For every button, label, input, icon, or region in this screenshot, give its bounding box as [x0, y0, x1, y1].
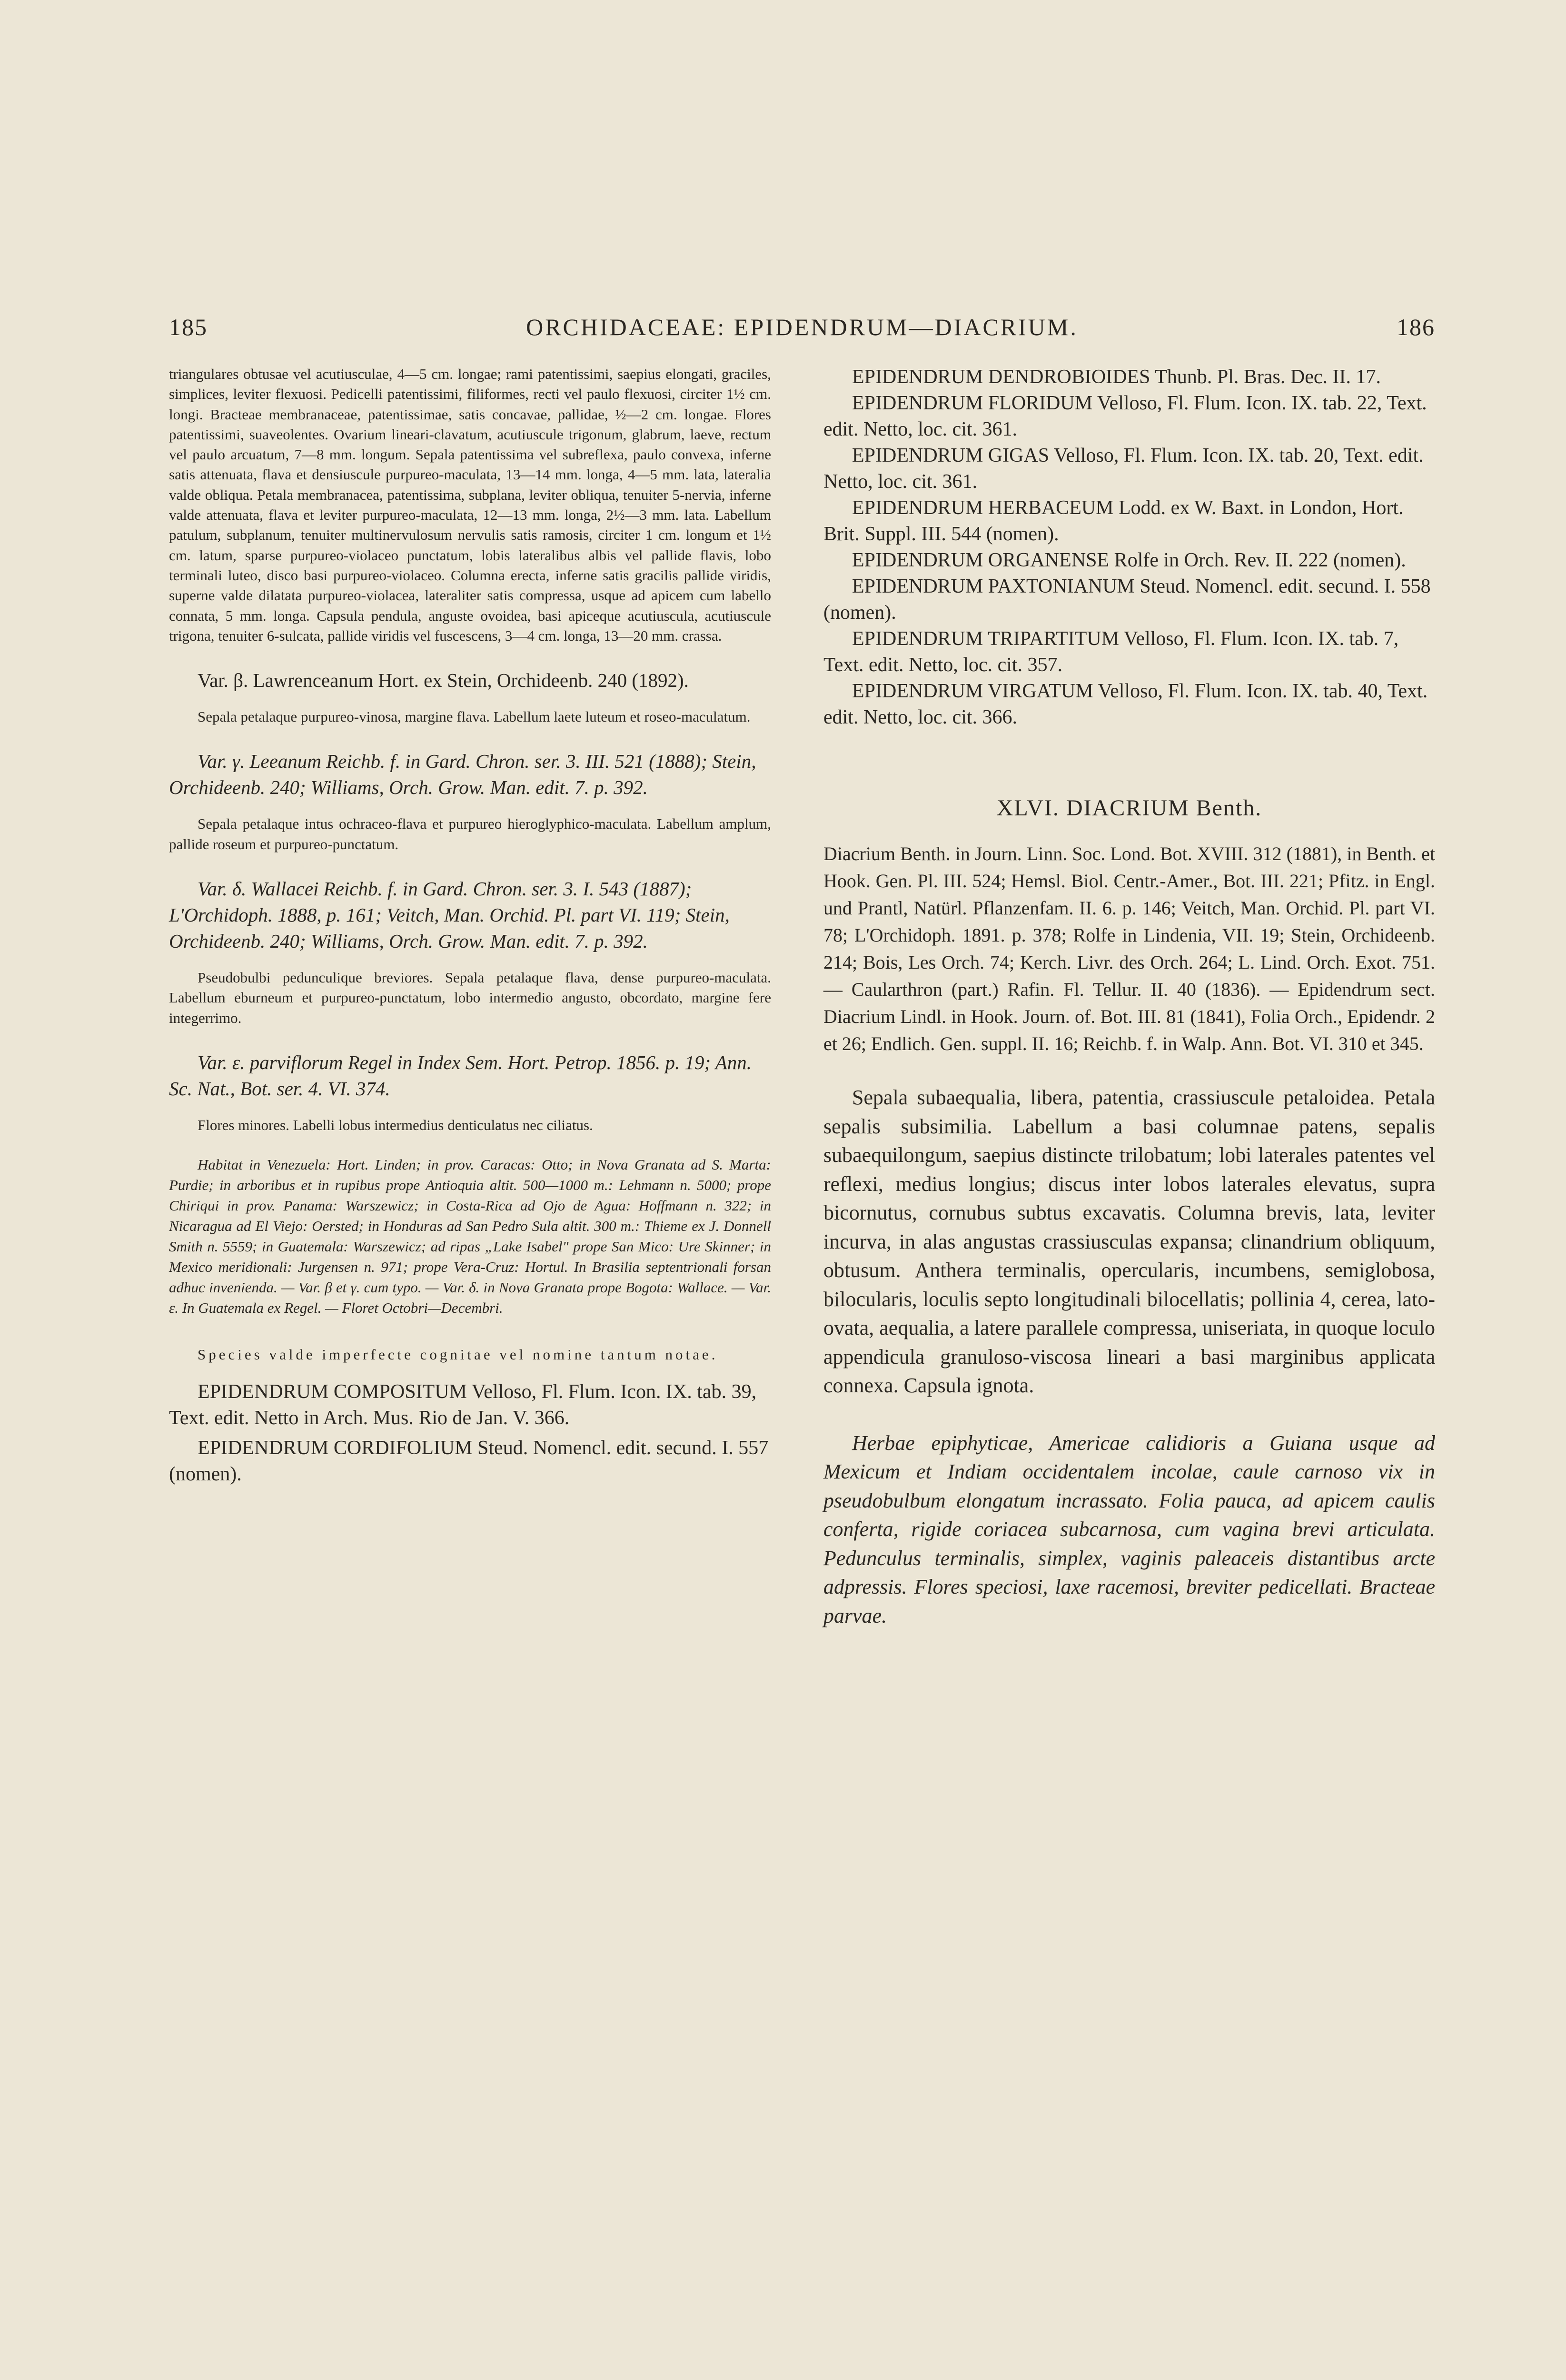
species-entry: EPIDENDRUM DENDROBIOIDES Thunb. Pl. Bras. Dec. II. 17.	[852, 366, 1381, 388]
species-entry: EPIDENDRUM ORGANENSE Rolfe in Orch. Rev. II. 222 (nomen).	[852, 549, 1406, 571]
variety-beta: Var. β. Lawrenceanum Hort. ex Stein, Orchideenb. 240 (1892).	[198, 669, 689, 692]
page-number-right: 186	[1397, 314, 1435, 340]
description-continuation: triangulares obtusae vel acutiusculae, 4—5 cm. longae; rami patentissimi, saepius elongati, graciles, simplices, leviter flexuosi. Pedicelli patentissimi, filiformes, recti vel paulo flexuosi, circiter 1½ cm. longi. Bracteae membranaceae, patentissimae, satis concavae, pallidae, ½—2 cm. longae. Flores patentissimi, suaveolentes. Ovarium lineari-clavatum, acutiuscule trigonum, glabrum, laeve, rectum vel paulo arcuatum, 7—8 mm. longum. Sepala patentissima vel subreflexa, paulo convexa, inferne satis attenuata, flava et densiuscule purpureo-maculata, 13—14 mm. longa, 4—5 mm. lata, lateralia valde obliqua. Petala membranacea, patentissima, subplana, leviter obliqua, tenuiter 5-nervia, inferne valde attenuata, flava et leviter purpureo-maculata, 12—13 mm. longa, 2½—3 mm. lata. Labellum patulum, subplanum, tenuiter multinervulosum nervulis satis ramosis, circiter 1 cm. longum et 1½ cm. latum, sparse purpureo-violaceo punctatum, lobis lateralibus albis vel pallide flavis, lobo terminali luteo, disco basi purpureo-violaceo. Columna erecta, inferne satis gracilis pallide viridis, superne valde dilatata purpureo-violacea, lateraliter satis compressa, usque ad apicem cum labello connata, 5 mm. longa. Capsula pendula, anguste ovoidea, basi apiceque acutiuscula, acutiuscule trigona, tenuiter 6-sulcata, pallide viridis vel fuscescens, 3—4 cm. longa, 13—20 mm. crassa.	[169, 366, 771, 644]
species-entry: EPIDENDRUM COMPOSITUM Velloso, Fl. Flum. Icon. IX. tab. 39, Text. edit. Netto in Arch. Mus. Rio de Jan. V. 366.	[169, 1381, 757, 1429]
species-entry: EPIDENDRUM PAXTONIANUM Steud. Nomencl. edit. secund. I. 558 (nomen).	[823, 575, 1431, 624]
variety-beta-description: Sepala petalaque purpureo-vinosa, margine flava. Labellum laete luteum et roseo-maculatum.	[198, 708, 751, 725]
variety-epsilon: Var. ε. parviflorum Regel in Index Sem. Hort. Petrop. 1856. p. 19; Ann. Sc. Nat., Bot. ser. 4. VI. 374.	[169, 1051, 752, 1100]
variety-gamma: Var. γ. Leeanum Reichb. f. in Gard. Chron. ser. 3. III. 521 (1888); Stein, Orchideenb. 240; Williams, Orch. Grow. Man. edit. 7. p. 392.	[169, 750, 756, 799]
species-entry: EPIDENDRUM GIGAS Velloso, Fl. Flum. Icon. IX. tab. 20, Text. edit. Netto, loc. cit. 361.	[823, 445, 1424, 493]
genus-references: Diacrium Benth. in Journ. Linn. Soc. Lond. Bot. XVIII. 312 (1881), in Benth. et Hook. Gen. Pl. III. 524; Hemsl. Biol. Centr.-Amer., Bot. III. 221; Pfitz. in Engl. und Prantl, Natürl. Pflanzenfam. II. 6. p. 146; Veitch, Man. Orchid. Pl. part VI. 78; L'Orchidoph. 1891. p. 378; Rolfe in Lindenia, VII. 19; Stein, Orchideenb. 214; Bois, Les Orch. 74; Kerch. Livr. des Orch. 264; L. Lind. Orch. Exot. 751. — Caularthron (part.) Rafin. Fl. Tellur. II. 40 (1836). — Epidendrum sect. Diacrium Lindl. in Hook. Journ. of. Bot. III. 81 (1841), Folia Orch., Epidendr. 2 et 26; Endlich. Gen. suppl. II. 16; Reichb. f. in Walp. Ann. Bot. VI. 310 et 345.	[823, 843, 1435, 1054]
page-number-left: 185	[169, 314, 208, 340]
right-column	[823, 364, 1435, 1630]
variety-delta-description: Pseudobulbi pedunculique breviores. Sepala petalaque flava, dense purpureo-maculata. Labellum eburneum et purpureo-punctatum, lobo intermedio angusto, obcordato, margine fere integerrimo.	[169, 969, 771, 1026]
habitat-paragraph: Habitat in Venezuela: Hort. Linden; in prov. Caracas: Otto; in Nova Granata ad S. Marta: Purdie; in arboribus et in rupibus prope Antioquia altit. 500—1000 m.: Lehmann n. 5000; prope Chiriqui in prov. Panama: Warszewicz; in Costa-Rica ad Ojo de Agua: Hoffmann n. 322; in Nicaragua ad El Viejo: Oersted; in Honduras ad San Pedro Sula altit. 300 m.: Thieme ex J. Donnell Smith n. 5559; in Guatemala: Warszewicz; ad ripas „Lake Isabel" prope San Mico: Ure Skinner; in Mexico meridionali: Jurgensen n. 971; prope Vera-Cruz: Hortul. In Brasilia septentrionali forsan adhuc invenienda. — Var. β et γ. cum typo. — Var. δ. in Nova Granata prope Bogota: Wallace. — Var. ε. In Guatemala ex Regel. — Floret Octobri—Decembri.	[169, 1156, 771, 1317]
genus-habit: Herbae epiphyticae, Americae calidioris a Guiana usque ad Mexicum et Indiam occidentalem incolae, caule carnoso vix in pseudobulbum elongatum incrassato. Folia pauca, ad apicem caulis conferta, rigide coriacea subcarnosa, cum vagina brevi articulata. Pedunculus terminalis, simplex, vaginis paleaceis distantibus arcte adpressis. Flores speciosi, laxe racemosi, breviter pedicellati. Bracteae parvae.	[823, 1431, 1435, 1627]
variety-gamma-description: Sepala petalaque intus ochraceo-flava et purpureo hieroglyphico-maculata. Labellum amplum, pallide roseum et purpureo-punctatum.	[169, 815, 771, 853]
species-entry: EPIDENDRUM CORDIFOLIUM Steud. Nomencl. edit. secund. I. 557 (nomen).	[169, 1437, 769, 1486]
variety-epsilon-description: Flores minores. Labelli lobus intermedius denticulatus nec ciliatus.	[198, 1116, 593, 1133]
genus-description: Sepala subaequalia, libera, patentia, crassiuscule petaloidea. Petala sepalis subsimilia. Labellum a basi columnae patens, sepalis subaequilongum, saepius distincte trilobatum; lobi laterales patentes vel reflexi, medius longius; discus inter lobos laterales elevatus, supra bicornutus, cornubus subtus excavatis. Columna brevis, lata, leviter incurva, in alas angustas crassiusculas expansa; clinandrium obliquum, obtusum. Anthera terminalis, opercularis, incumbens, semiglobosa, bilocularis, loculis septo longitudinali bilocellatis; pollinia 4, cerea, lato-ovata, aequalia, a latere parallele compressa, uniseriata, in quoque loculo appendicula granuloso-viscosa lineari a basi marginibus applicata connexa. Capsula ignota.	[823, 1086, 1435, 1397]
species-entry: EPIDENDRUM TRIPARTITUM Velloso, Fl. Flum. Icon. IX. tab. 7, Text. edit. Netto, loc. cit. 357.	[823, 628, 1399, 676]
running-header	[169, 313, 1435, 342]
genus-heading: XLVI. DIACRIUM Benth.	[996, 795, 1262, 821]
species-note: Species valde imperfecte cognitae vel nomine tantum notae.	[198, 1346, 718, 1363]
species-entry: EPIDENDRUM VIRGATUM Velloso, Fl. Flum. Icon. IX. tab. 40, Text. edit. Netto, loc. cit. 366.	[823, 680, 1428, 728]
variety-delta: Var. δ. Wallacei Reichb. f. in Gard. Chron. ser. 3. I. 543 (1887); L'Orchidoph. 1888, p. 161; Veitch, Man. Orchid. Pl. part VI. 119; Stein, Orchideenb. 240; Williams, Orch. Grow. Man. edit. 7. p. 392.	[169, 878, 730, 952]
running-title: ORCHIDACEAE: EPIDENDRUM—DIACRIUM.	[526, 314, 1078, 340]
left-column	[169, 364, 771, 1488]
species-entry: EPIDENDRUM FLORIDUM Velloso, Fl. Flum. Icon. IX. tab. 22, Text. edit. Netto, loc. cit. 361.	[823, 392, 1427, 440]
species-entry: EPIDENDRUM HERBACEUM Lodd. ex W. Baxt. in London, Hort. Brit. Suppl. III. 544 (nomen).	[823, 497, 1404, 545]
